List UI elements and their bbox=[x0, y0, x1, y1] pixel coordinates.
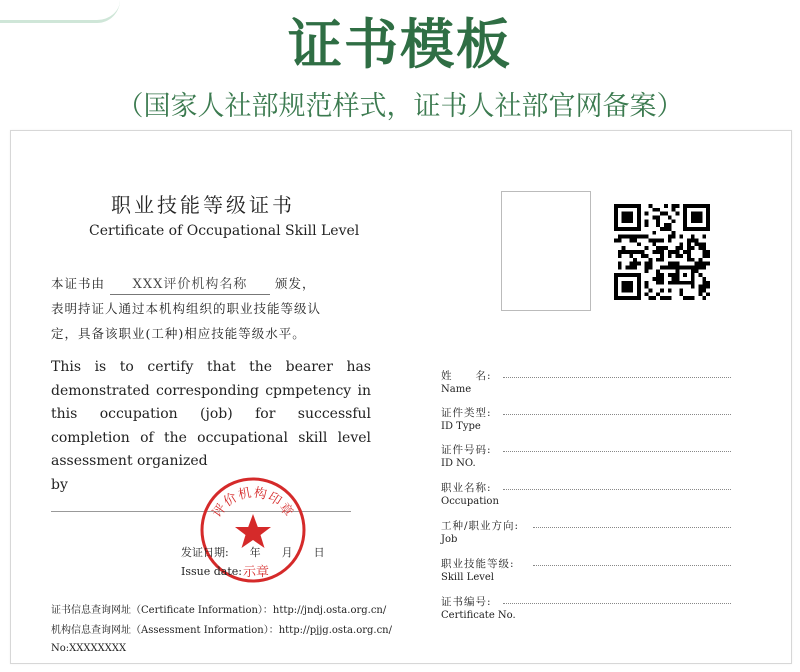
info-field bbox=[441, 364, 731, 395]
field-label-cn: 工种/职业方向: bbox=[441, 520, 520, 532]
field-value-line bbox=[503, 414, 731, 415]
assessment-info-url: 机构信息查询网址（Assessment Information）：http://pjjg.osta.org.cn/ bbox=[51, 625, 392, 636]
info-field bbox=[441, 438, 731, 469]
field-value-line bbox=[503, 377, 731, 378]
page-title: 证书模板 bbox=[288, 13, 512, 76]
cn-line-2: 表明持证人通过本机构组织的职业技能等级认 bbox=[51, 301, 322, 316]
field-label-en: ID Type bbox=[441, 421, 481, 432]
seal-text: 评价机构印章 bbox=[209, 485, 297, 521]
field-label-en: Job bbox=[441, 534, 458, 545]
field-value-line bbox=[533, 527, 731, 528]
info-field bbox=[441, 476, 731, 507]
seal-star-icon bbox=[235, 514, 271, 548]
field-label-cn: 证件类型: bbox=[441, 407, 492, 419]
certificate-serial-number: No:XXXXXXXX bbox=[51, 643, 127, 654]
field-label-cn: 职业名称: bbox=[441, 482, 492, 494]
info-field bbox=[441, 514, 731, 545]
field-value-line bbox=[533, 565, 731, 566]
cn-suffix: 颁发， bbox=[274, 276, 316, 291]
field-value-line bbox=[503, 603, 731, 604]
field-label-cn: 证书编号: bbox=[441, 596, 492, 608]
field-value-line bbox=[503, 489, 731, 490]
field-label-cn: 姓 名: bbox=[441, 370, 492, 382]
certificate-card bbox=[10, 130, 792, 664]
field-label-en: Certificate No. bbox=[441, 610, 516, 621]
info-field bbox=[441, 590, 731, 621]
info-field bbox=[441, 401, 731, 432]
info-field bbox=[441, 552, 731, 583]
en-statement-text: This is to certify that the bearer has demonstrated corresponding cpmpetency in this occupation (job) for successful completion of the occupational skill level assessment organized bbox=[51, 359, 371, 469]
certificate-info-url: 证书信息查询网址（Certificate Information）：http://jndj.osta.org.cn/ bbox=[51, 605, 387, 616]
page-subtitle: （国家人社部规范样式，证书人社部官网备案） bbox=[116, 91, 684, 122]
cn-line-3: 定，具备该职业(工种)相应技能等级水平。 bbox=[51, 326, 306, 341]
field-label-en: Name bbox=[441, 384, 472, 395]
issue-date-en: Issue date: bbox=[181, 565, 242, 578]
field-label-en: ID NO. bbox=[441, 458, 476, 469]
sample-seal-label: 示章 bbox=[243, 565, 270, 580]
certificate-cn-statement bbox=[51, 271, 381, 346]
org-name-field: XXX评价机构名称 bbox=[110, 276, 270, 295]
en-by-label: by bbox=[51, 476, 68, 493]
qr-code-icon bbox=[614, 204, 710, 300]
issue-date-cn: 发证日期: 年 月 日 bbox=[181, 546, 325, 559]
field-label-cn: 职业技能等级: bbox=[441, 558, 515, 570]
field-label-en: Skill Level bbox=[441, 572, 495, 583]
certificate-title-cn: 职业技能等级证书 bbox=[111, 193, 295, 217]
certificate-title-en: Certificate of Occupational Skill Level bbox=[89, 223, 360, 239]
field-label-en: Occupation bbox=[441, 496, 499, 507]
photo-placeholder bbox=[501, 191, 591, 311]
field-value-line bbox=[503, 451, 731, 452]
field-label-cn: 证件号码: bbox=[441, 444, 492, 456]
cn-prefix: 本证书由 bbox=[51, 276, 106, 291]
